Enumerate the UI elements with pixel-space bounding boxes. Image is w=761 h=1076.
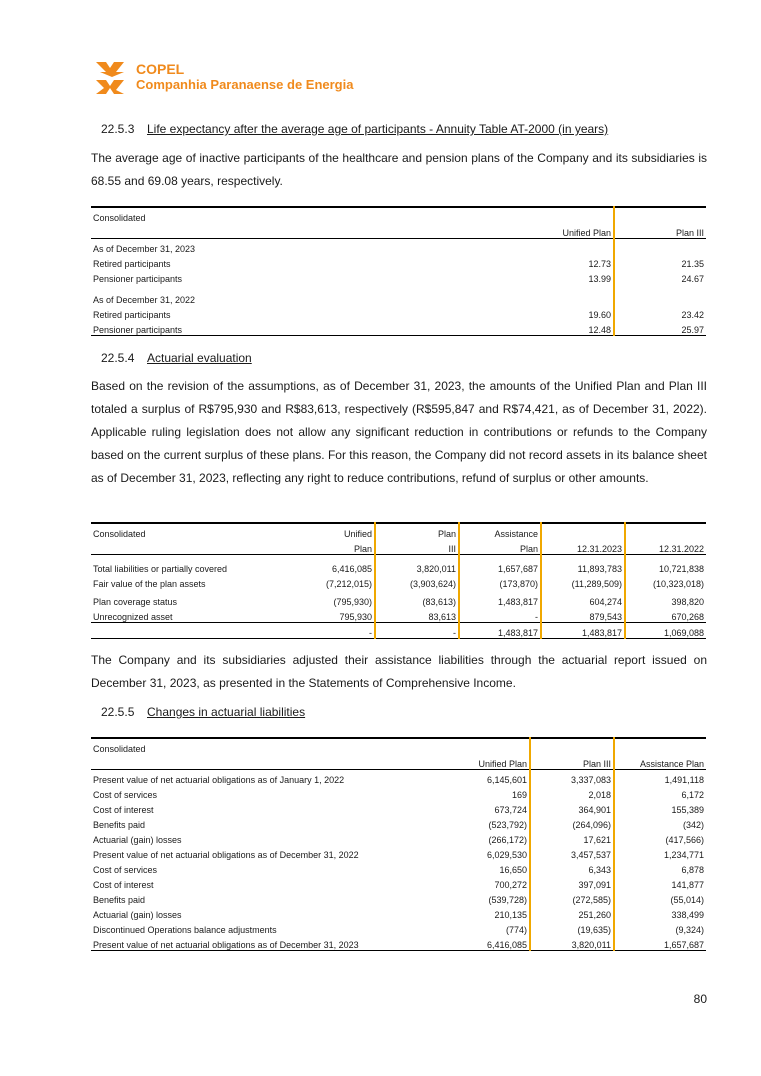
table-row: Benefits paid (523,792) (264,096) (342): [91, 815, 706, 830]
col-unified-plan: Plan: [293, 539, 375, 555]
section-heading-22-5-5: [101, 705, 305, 719]
table-row: Cost of interest 673,724 364,901 155,389: [91, 800, 706, 815]
logo-company: Companhia Paranaense de Energia: [136, 77, 354, 92]
col-assistance-plan: Plan: [459, 539, 541, 555]
col-unified-plan: Unified Plan: [531, 223, 614, 239]
table-caption: Consolidated: [91, 523, 293, 539]
table-row: Cost of services 16,650 6,343 6,878: [91, 860, 706, 875]
col-unified-plan: Unified Plan: [453, 754, 530, 770]
table-row: Actuarial (gain) losses (266,172) 17,621 (417,566): [91, 830, 706, 845]
copel-logo: [94, 60, 354, 96]
life-expectancy-table: [91, 206, 706, 336]
table-row: Retired participants 12.73 21.35: [91, 254, 706, 269]
table-caption: Consolidated: [91, 207, 531, 223]
section-number: 22.5.3: [101, 122, 135, 136]
table-row: Unrecognized asset 795,930 83,613 - 879,543 670,268: [91, 607, 706, 623]
col-plan-iii: III: [375, 539, 459, 555]
table-row: Discontinued Operations balance adjustments (774) (19,635) (9,324): [91, 920, 706, 935]
actuarial-evaluation-table: Consolidated Unified Plan Assistance Plan III Plan 12.31.2023 12.31.2022 Total liabilities or partially covered 6,416,085 3,820,011 1,657,687 11,893,783 10,721,838 Fair value of the plan assets (7,212,015) (3,903,624) (173,870) (11,289,509) (10,323,018) Plan coverage status (795,930) (83,613) 1,483,817 604,274 398,820 Unrecognized asset 795,930 83,613 - 879,543 670,268 - - 1,483,817 1,483,817 1,069,088: [91, 522, 706, 639]
table-row: Cost of interest 700,272 397,091 141,877: [91, 875, 706, 890]
section-title: Changes in actuarial liabilities: [147, 705, 306, 719]
table-row: Pensioner participants 13.99 24.67: [91, 269, 706, 284]
table-row: Present value of net actuarial obligations as of December 31, 2023 6,416,085 3,820,011 1,657,687: [91, 935, 706, 951]
copel-logo-icon: [94, 60, 130, 96]
table-row: Actuarial (gain) losses 210,135 251,260 338,499: [91, 905, 706, 920]
table-row: Retired participants 19.60 23.42: [91, 305, 706, 320]
section-title: Actuarial evaluation: [147, 351, 252, 365]
table-row: Benefits paid (539,728) (272,585) (55,014): [91, 890, 706, 905]
section-number: 22.5.4: [101, 351, 135, 365]
table-total-row: - - 1,483,817 1,483,817 1,069,088: [91, 623, 706, 639]
section-number: 22.5.5: [101, 705, 135, 719]
section-title: Life expectancy after the average age of participants - Annuity Table AT-2000 (in years): [147, 122, 609, 136]
group-label: As of December 31, 2023: [93, 244, 196, 254]
col-2022: 12.31.2022: [625, 539, 706, 555]
actuarial-liabilities-table: [91, 737, 706, 951]
table-row: Present value of net actuarial obligations as of January 1, 2022 6,145,601 3,337,083 1,491,118: [91, 770, 706, 786]
section-heading-22-5-4: [101, 351, 252, 365]
page-number: 80: [693, 992, 707, 1006]
table-row: Present value of net actuarial obligations as of December 31, 2022 6,029,530 3,457,537 1,234,771: [91, 845, 706, 860]
table-row: Cost of services 169 2,018 6,172: [91, 785, 706, 800]
section-heading-22-5-3: [101, 122, 608, 136]
paragraph-actuarial-evaluation: Based on the revision of the assumptions, as of December 31, 2023, the amounts of the Unified Plan and Plan III totaled a surplus of R$795,930 and R$83,613, respectively (R$595,847 and R$74,421, as of December 31, 2022). Applicable ruling legislation does not allow any significant reduction in contributions or refunds to the Company based on the current surplus of these plans. For this reason, the Company did not record assets in its balance sheet as of December 31, 2023, reflecting any right to reduce contributions, refund of surplus or other amounts.: [91, 379, 707, 485]
table-row: Pensioner participants 12.48 25.97: [91, 320, 706, 336]
paragraph-average-age: The average age of inactive participants of the healthcare and pension plans of the Company and its subsidiaries is 68.55 and 69.08 years, respectively.: [91, 151, 707, 188]
col-plan-iii: Plan III: [614, 223, 706, 239]
table-row: Fair value of the plan assets (7,212,015) (3,903,624) (173,870) (11,289,509) (10,323,018): [91, 574, 706, 589]
col-assistance-plan: Assistance Plan: [614, 754, 706, 770]
table-row: Total liabilities or partially covered 6,416,085 3,820,011 1,657,687 11,893,783 10,721,838: [91, 559, 706, 574]
col-2023: 12.31.2023: [541, 539, 625, 555]
paragraph-assistance-liabilities: The Company and its subsidiaries adjusted their assistance liabilities through the actuarial report issued on December 31, 2023, as presented in the Statements of Comprehensive Income.: [91, 653, 707, 690]
logo-name: COPEL: [136, 61, 185, 77]
table-row: Plan coverage status (795,930) (83,613) 1,483,817 604,274 398,820: [91, 589, 706, 607]
col-plan-iii: Plan III: [530, 754, 614, 770]
table-caption: Consolidated: [91, 738, 453, 754]
group-label: As of December 31, 2022: [93, 295, 196, 305]
